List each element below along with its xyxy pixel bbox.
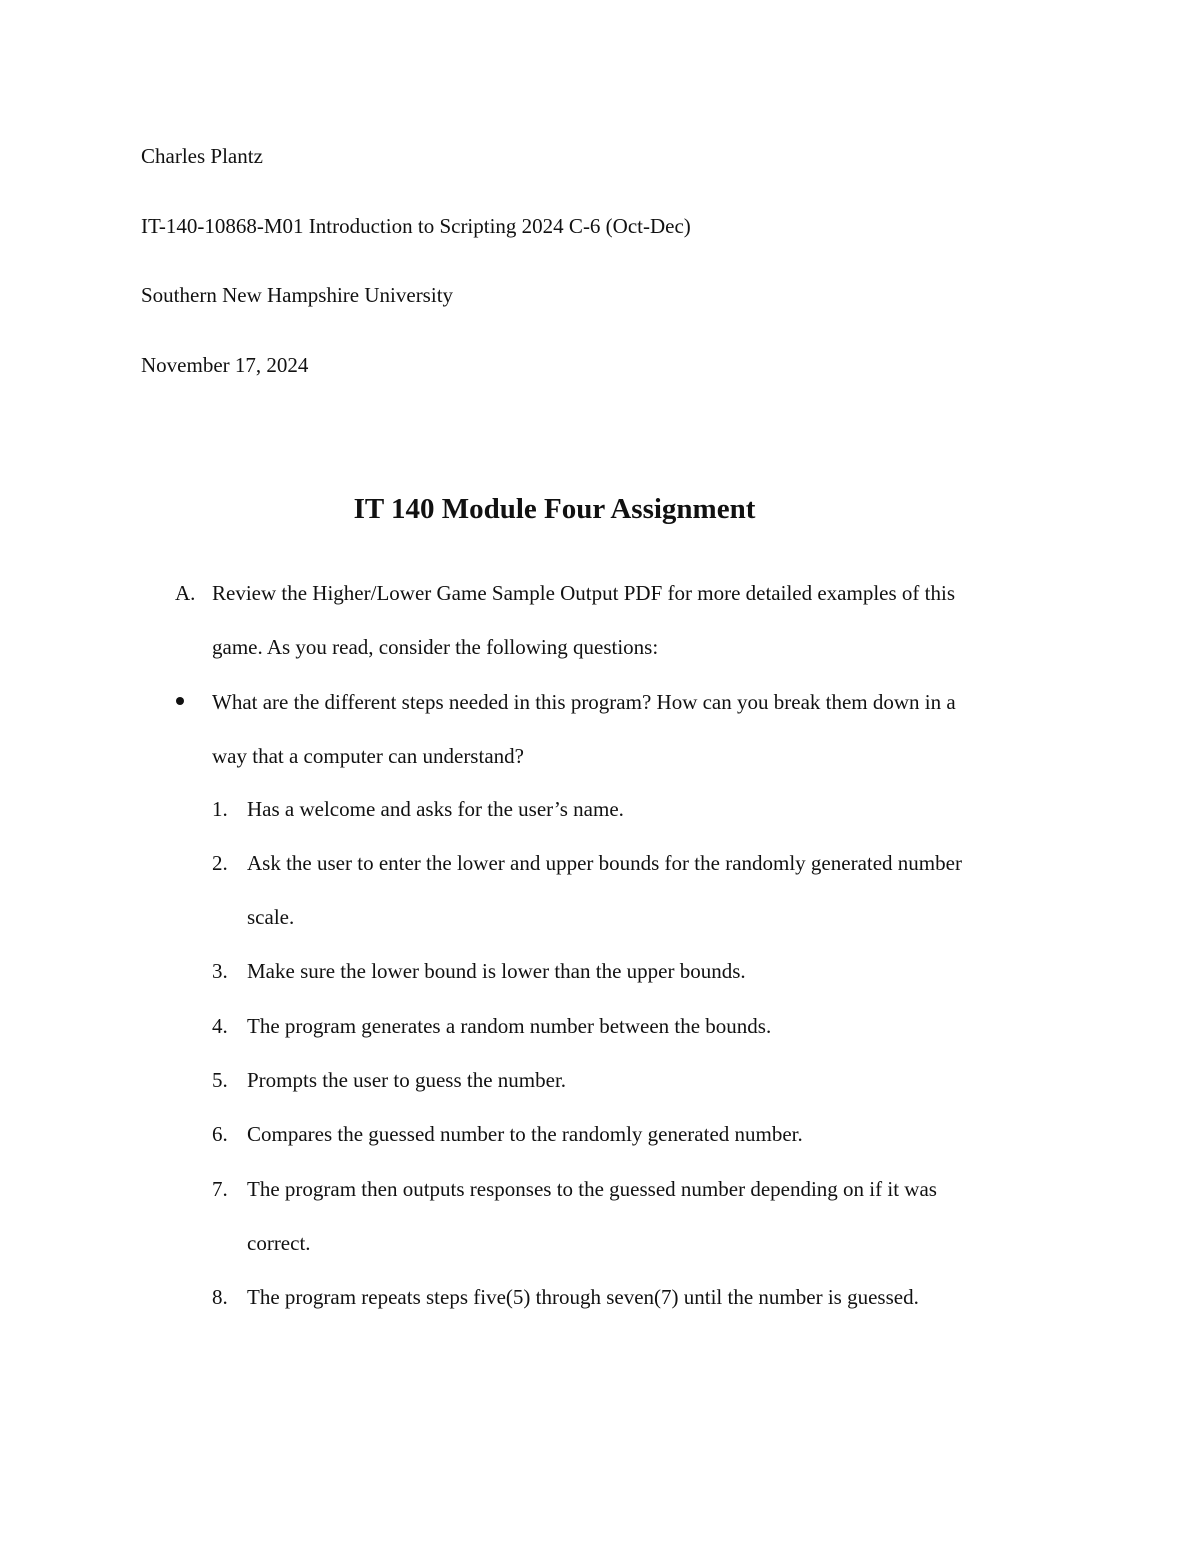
university-name: Southern New Hampshire University (141, 283, 454, 307)
step-number: 6. (212, 1122, 228, 1146)
document-date: November 17, 2024 (141, 353, 309, 377)
bullet-line: What are the different steps needed in this program? How can you break them down in a (212, 690, 956, 714)
step-text: The program repeats steps five(5) through seven(7) until the number is guessed. (247, 1285, 919, 1309)
step-text: The program then outputs responses to the guessed number depending on if it was (247, 1177, 937, 1201)
bullet-dot-icon (176, 697, 184, 705)
step-text: Prompts the user to guess the number. (247, 1068, 567, 1092)
step-text: Ask the user to enter the lower and upper bounds for the randomly generated number (247, 851, 962, 875)
author-name: Charles Plantz (141, 144, 263, 168)
step-text: Has a welcome and asks for the user’s name. (247, 797, 624, 821)
step-text: scale. (247, 905, 295, 929)
step-number: 7. (212, 1177, 228, 1201)
step-text: Make sure the lower bound is lower than the upper bounds. (247, 959, 746, 983)
step-number: 1. (212, 797, 228, 821)
step-number: 8. (212, 1285, 228, 1309)
step-text: The program generates a random number between the bounds. (247, 1014, 772, 1038)
step-number: 5. (212, 1068, 228, 1092)
page-title: IT 140 Module Four Assignment (353, 493, 756, 525)
section-a-line: game. As you read, consider the following questions: (212, 635, 659, 659)
step-text: correct. (247, 1231, 311, 1255)
step-text: Compares the guessed number to the randomly generated number. (247, 1122, 803, 1146)
section-a-line: Review the Higher/Lower Game Sample Output PDF for more detailed examples of this (212, 581, 955, 605)
step-number: 2. (212, 851, 228, 875)
section-a-marker: A. (175, 581, 196, 605)
step-number: 3. (212, 959, 228, 983)
bullet-line: way that a computer can understand? (212, 744, 524, 768)
course-name: IT-140-10868-M01 Introduction to Scripting 2024 C-6 (Oct-Dec) (141, 214, 691, 238)
step-number: 4. (212, 1014, 228, 1038)
